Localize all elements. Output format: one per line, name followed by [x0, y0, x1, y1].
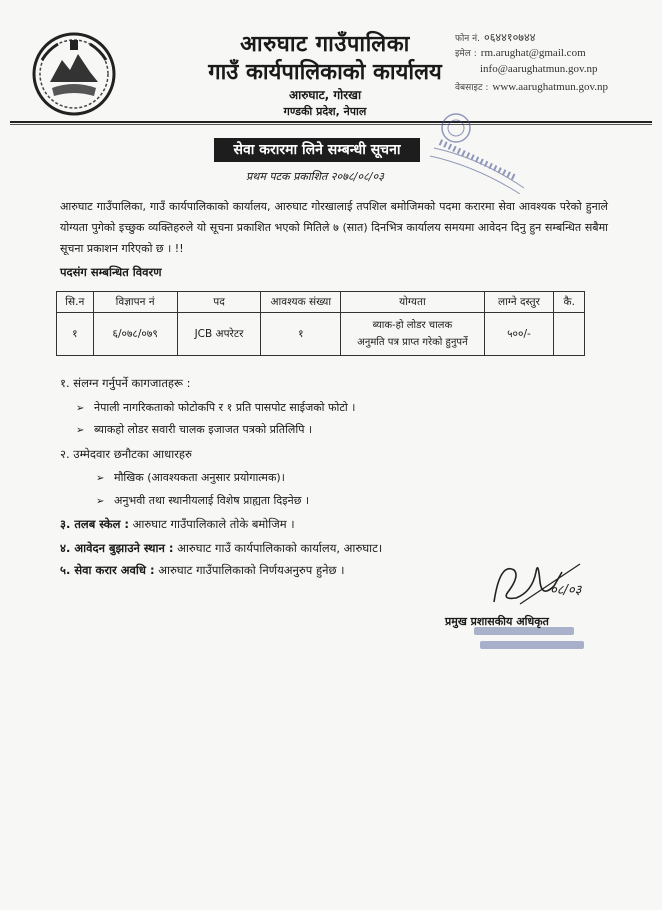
contact-website — [455, 80, 608, 93]
org-name-line1: आरुघाट गाउँपालिका — [240, 31, 410, 57]
list-item — [96, 493, 309, 508]
cell-qualification — [341, 313, 484, 356]
handwritten-signature — [480, 552, 600, 614]
col-header-ad-no: विज्ञापन नं — [93, 292, 177, 313]
org-name-line2: गाउँ कार्यपालिकाको कार्यालय — [208, 59, 442, 85]
cell-fee: ५००/- — [484, 313, 554, 356]
contact-email-2[interactable]: info@aarughatmun.gov.np — [480, 63, 598, 75]
contact-phone — [455, 30, 535, 45]
email-value-1[interactable]: rm.arughat@gmail.com — [480, 47, 586, 59]
arrow-bullet-icon: ➢ — [96, 473, 105, 484]
cell-ad-no: ६/०७८/०७९ — [93, 313, 177, 356]
section-5-value: आरुघाट गाउँपालिकाको निर्णयअनुरुप हुनेछ । — [154, 563, 345, 577]
list-item — [96, 470, 285, 485]
notice-intro-paragraph: आरुघाट गाउँपालिका, गाउँ कार्यपालिकाको कार्यालय, आरुघाट गोरखालाई तपशिल बमोजिमको पदमा करारमा सेवा आवश्यक परेको हुनाले योग्यता पुगेको इच्छुक व्यक्तिहरुले यो सूचना प्रकाशित भएको मितिले ७ (सात) दिनभित्र कार्यालय समयमा आवेदन दिनु हुन सम्बन्धित सबैमा सूचना प्रकाशन गरिएको छ । !! — [60, 200, 608, 255]
cell-sn: १ — [57, 313, 94, 356]
col-header-sn: सि.न — [57, 292, 94, 313]
section-3-salary — [60, 517, 295, 532]
contact-email — [455, 46, 586, 59]
arrow-bullet-icon: ➢ — [96, 496, 105, 507]
col-header-post: पद — [177, 292, 261, 313]
publication-date: प्रथम पटक प्रकाशित २०७८/०८/०३ — [246, 170, 384, 183]
list-item-text: अनुभवी तथा स्थानीयलाई विशेष प्राह्यता दिइनेछ । — [114, 494, 310, 507]
office-seal-stamp — [420, 108, 532, 194]
table-header-row — [57, 292, 585, 313]
section-1-heading: १. संलग्न गर्नुपर्ने कागजातहरू : — [60, 376, 191, 390]
vacancy-table — [56, 291, 585, 356]
notice-title: सेवा करारमा लिने सम्बन्धी सूचना — [214, 138, 420, 162]
header-divider-thin — [10, 124, 652, 125]
list-item — [76, 422, 312, 437]
section-4-label: ४. आवेदन बुझाउने स्थान : — [60, 541, 174, 555]
list-item-text: ब्याकहो लोडर सवारी चालक इजाजत पत्रको प्रतिलिपि । — [94, 423, 313, 436]
phone-value: ०६४४१०७४४ — [483, 32, 536, 44]
list-item-text: नेपाली नागरिकताको फोटोकपि र १ प्रति पासपोट साईजको फोटो । — [94, 401, 356, 414]
section-2-heading: २. उम्मेदवार छनौटका आधारहरु — [60, 447, 192, 461]
org-province: गण्डकी प्रदेश, नेपाल — [283, 105, 367, 118]
website-value[interactable]: www.aarughatmun.gov.np — [492, 81, 608, 93]
cell-count: १ — [261, 313, 341, 356]
qualification-line-2: अनुमति पत्र प्राप्त गरेको हुनुपर्ने — [357, 337, 468, 348]
col-header-qualification: योग्यता — [341, 292, 484, 313]
list-item-text: मौखिक (आवश्यकता अनुसार प्रयोगात्मक)। — [114, 471, 285, 484]
section-3-value: आरुघाट गाउँपालिकाले तोके बमोजिम । — [128, 517, 295, 531]
col-header-count: आवश्यक संख्या — [261, 292, 341, 313]
qualification-line-1: ब्याक-हो लोडर चालक — [372, 320, 453, 331]
signatory-title: प्रमुख प्रशासकीय अधिकृत — [445, 615, 549, 628]
svg-text:०८/०३: ०८/०३ — [550, 583, 582, 598]
list-item — [76, 400, 355, 415]
section-3-label: ३. तलब स्केल : — [60, 517, 129, 531]
email-label: इमेल : — [455, 49, 477, 59]
table-row — [57, 313, 585, 356]
section-4-submission-place — [60, 541, 382, 556]
col-header-fee: लाग्ने दस्तुर — [484, 292, 554, 313]
phone-label: फोन नं. — [455, 34, 480, 44]
nepal-emblem-icon — [28, 30, 120, 118]
website-label: वेबसाइट : — [455, 83, 489, 93]
section-4-value: आरुघाट गाउँ कार्यपालिकाको कार्यालय, आरुघाट। — [173, 541, 383, 555]
arrow-bullet-icon: ➢ — [76, 403, 85, 414]
cell-remarks — [554, 313, 585, 356]
col-header-remarks: कै. — [554, 292, 585, 313]
section-5-label: ५. सेवा करार अवधि : — [60, 563, 155, 577]
section-5-contract-period — [60, 563, 345, 578]
cell-post: JCB अपरेटर — [177, 313, 261, 356]
details-heading: पदसंग सम्बन्धित विवरण — [60, 265, 162, 279]
header-divider — [10, 121, 652, 123]
arrow-bullet-icon: ➢ — [76, 425, 85, 436]
org-location: आरुघाट, गोरखा — [288, 88, 362, 102]
